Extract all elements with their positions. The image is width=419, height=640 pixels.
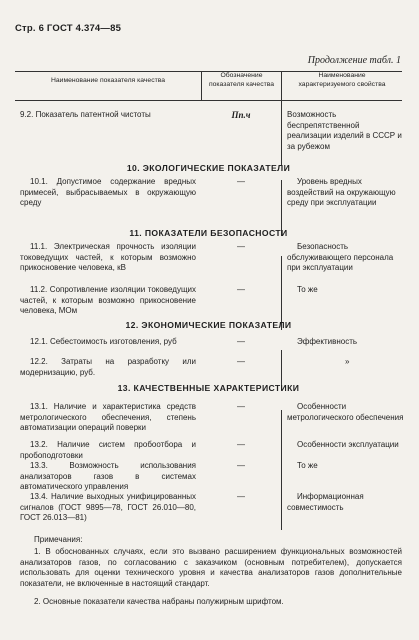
row-12-1-name: 12.1. Себестоимость изготовления, руб	[30, 337, 177, 346]
row-9-2-name: 9.2. Показатель патентной чистоты	[20, 110, 151, 119]
column-header-designation: Обозначение показателя качества	[208, 72, 275, 88]
row-13-3-designation: —	[237, 461, 245, 470]
row-13-1-designation: —	[237, 402, 245, 411]
row-12-1-designation: —	[237, 337, 245, 346]
row-13-3-property: То же	[297, 461, 318, 470]
table-continuation-label: Продолжение табл. 1	[307, 55, 401, 66]
row-11-2-designation: —	[237, 285, 245, 294]
row-11-1-designation: —	[237, 242, 245, 251]
column-header-name: Наименование показателя качества	[50, 77, 166, 84]
note-1: 1. В обоснованных случаях, если это вызвано расширением функциональных возможностей анализаторов газов, по согласованию с заказчиком (основным потребителем), допускается использовать для оценки технического уровня и качества анализаторов газов дополнительные показатели, не включенные в настоящий стандарт.	[20, 547, 402, 588]
row-13-2-designation: —	[237, 440, 245, 449]
column-divider	[281, 100, 282, 166]
row-13-4-name: 13.4. Наличие выходных унифицированных сигналов (ГОСТ 9895—78, ГОСТ 26.010—80, ГОСТ 26.013—81)	[20, 492, 196, 523]
table-header-rule	[15, 100, 402, 101]
row-12-2-property: »	[345, 357, 350, 366]
row-12-1-property: Эффективность	[297, 337, 358, 346]
row-11-1-name: 11.1. Электрическая прочность изоляции токоведущих частей, к которым возможно прикосновение человека, кВ	[20, 242, 196, 273]
section-heading: 11. ПОКАЗАТЕЛИ БЕЗОПАСНОСТИ	[129, 228, 288, 238]
row-10-1-designation: —	[237, 177, 245, 186]
section-heading: 13. КАЧЕСТВЕННЫЕ ХАРАКТЕРИСТИКИ	[117, 383, 300, 393]
row-9-2-designation: Пп.ч	[231, 110, 251, 120]
column-divider	[281, 256, 282, 330]
section-heading: 10. ЭКОЛОГИЧЕСКИЕ ПОКАЗАТЕЛИ	[126, 163, 291, 173]
row-13-1-name: 13.1. Наличие и характеристика средств метрологического обеспечения, степень автоматизации операций поверки	[20, 402, 196, 433]
row-11-2-name: 11.2. Сопротивление изоляции токоведущих частей, к которым возможно прикосновение человека, МОм	[20, 285, 196, 316]
row-9-2-property: Возможность беспрепятственной реализации изделий в СССР и за рубежом	[287, 110, 402, 151]
row-13-4-property: Информационная совместимость	[287, 492, 364, 512]
row-12-2-designation: —	[237, 357, 245, 366]
row-12-2-name: 12.2. Затраты на разработку или модернизацию, руб.	[20, 357, 196, 377]
row-11-2-property: То же	[297, 285, 318, 294]
row-13-1-property: Особенности метрологического обеспечения	[287, 402, 404, 422]
row-10-1-property: Уровень вредных воздействий на окружающую среду при эксплуатации	[287, 177, 396, 208]
column-divider	[281, 410, 282, 530]
row-13-4-designation: —	[237, 492, 245, 501]
page-header: Стр. 6 ГОСТ 4.374—85	[15, 23, 122, 34]
section-heading: 12. ЭКОНОМИЧЕСКИЕ ПОКАЗАТЕЛИ	[125, 320, 292, 330]
note-2: 2. Основные показатели качества набраны полужирным шрифтом.	[34, 597, 284, 606]
row-13-3-name: 13.3. Возможность использования анализаторов газов в системах автоматического управления	[20, 461, 196, 492]
row-10-1-name: 10.1. Допустимое содержание вредных примесей, выбрасываемых в окружающую среду	[20, 177, 196, 208]
row-13-2-property: Особенности эксплуатации	[297, 440, 399, 449]
row-11-1-property: Безопасность обслуживающего персонала при эксплуатации	[287, 242, 394, 273]
column-header-property: Наименование характеризуемого свойства	[298, 72, 386, 88]
notes-title: Примечания:	[34, 535, 83, 544]
row-13-2-name: 13.2. Наличие систем пробоотбора и пробоподготовки	[20, 440, 196, 460]
